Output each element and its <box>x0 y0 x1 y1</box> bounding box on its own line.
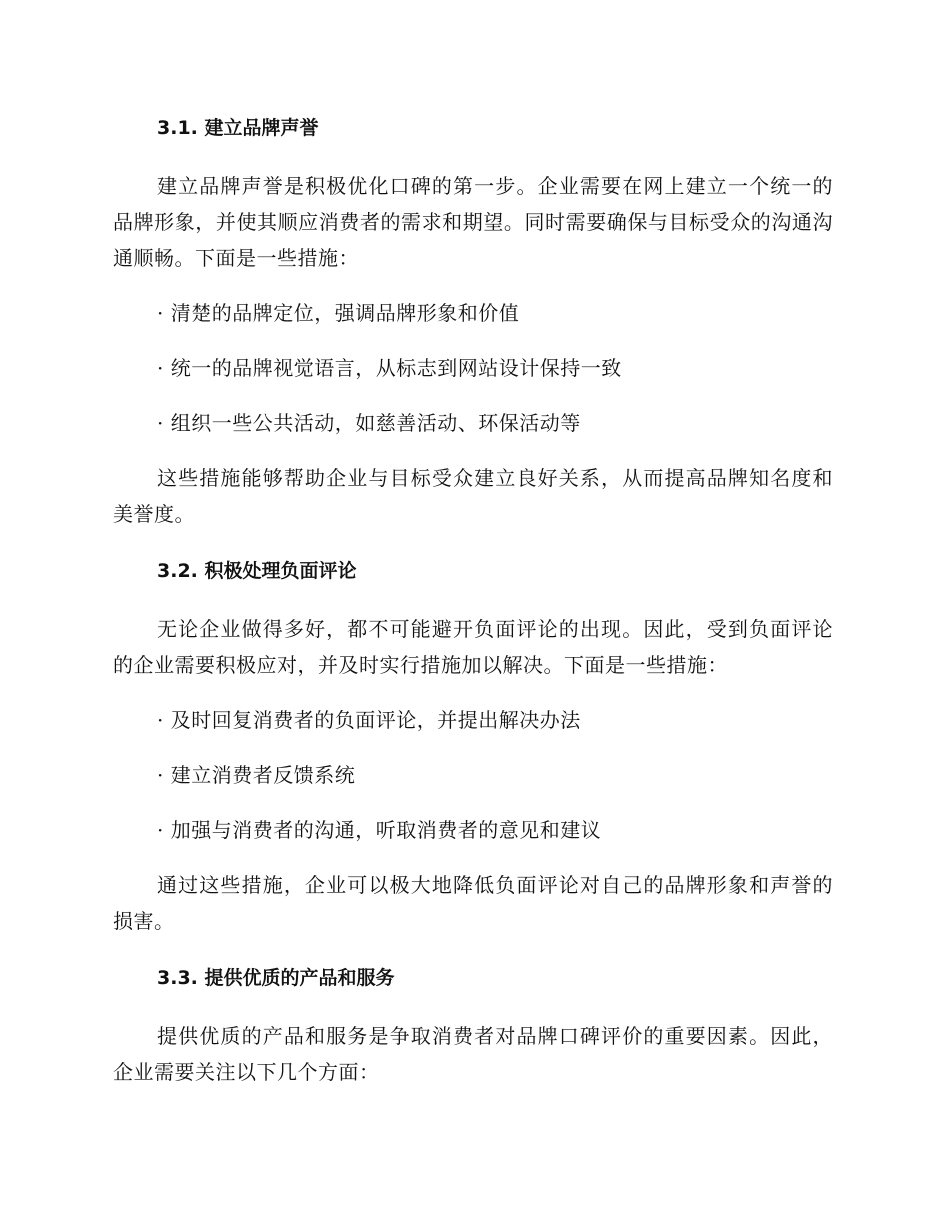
bullet-item: · 及时回复消费者的负面评论，并提出解决办法 <box>157 708 581 732</box>
section-intro-paragraph: 提供优质的产品和服务是争取消费者对品牌口碑评价的重要因素。因此，企业需要关注以下几个方面： <box>113 1024 833 1084</box>
section-heading: 3.2. 积极处理负面评论 <box>157 560 357 582</box>
section-intro-paragraph: 建立品牌声誉是积极优化口碑的第一步。企业需要在网上建立一个统一的品牌形象，并使其顺应消费者的需求和期望。同时需要确保与目标受众的沟通沟通顺畅。下面是一些措施： <box>113 174 833 270</box>
section-conclusion-paragraph: 通过这些措施，企业可以极大地降低负面评论对自己的品牌形象和声誉的损害。 <box>113 873 833 933</box>
section-3-1 <box>113 107 833 532</box>
bullet-item: · 建立消费者反馈系统 <box>157 763 356 787</box>
section-heading: 3.3. 提供优质的产品和服务 <box>157 967 395 989</box>
section-intro-paragraph: 无论企业做得多好，都不可能避开负面评论的出现。因此，受到负面评论的企业需要积极应对，并及时实行措施加以解决。下面是一些措施： <box>113 617 833 677</box>
document-page <box>113 107 833 1090</box>
section-3-2 <box>113 550 833 939</box>
bullet-item: · 组织一些公共活动，如慈善活动、环保活动等 <box>157 411 581 435</box>
bullet-item: · 统一的品牌视觉语言，从标志到网站设计保持一致 <box>157 356 622 380</box>
bullet-item: · 清楚的品牌定位，强调品牌形象和价值 <box>157 301 520 325</box>
section-heading: 3.1. 建立品牌声誉 <box>157 117 319 139</box>
bullet-item: · 加强与消费者的沟通，听取消费者的意见和建议 <box>157 818 602 842</box>
section-conclusion-paragraph: 这些措施能够帮助企业与目标受众建立良好关系，从而提高品牌知名度和美誉度。 <box>113 466 833 526</box>
section-3-3 <box>113 957 833 1090</box>
